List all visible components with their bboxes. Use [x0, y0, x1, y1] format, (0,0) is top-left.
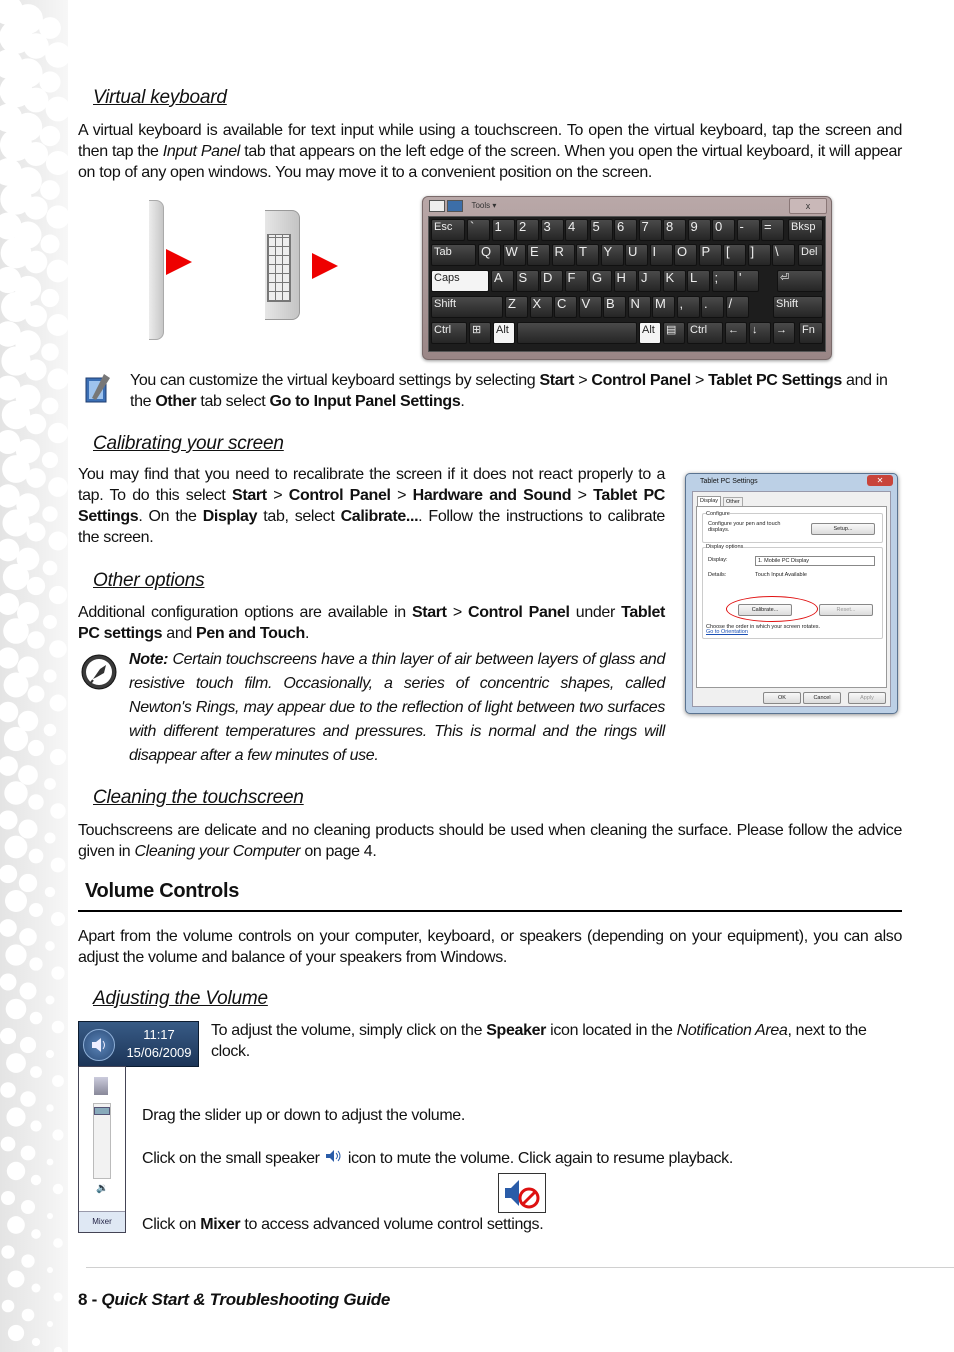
sidebar-dot [48, 423, 68, 443]
sidebar-dot [1, 1245, 14, 1258]
sidebar-dot [26, 522, 45, 541]
keyboard-mode-icon[interactable] [447, 200, 463, 212]
key-row1-12[interactable]: = [761, 219, 784, 241]
sidebar-dot [7, 1216, 25, 1234]
virtual-keyboard-window [422, 196, 832, 360]
sidebar-dot [0, 865, 17, 883]
sidebar-dot [32, 1284, 41, 1293]
sidebar-dot [26, 414, 46, 434]
sidebar-dot [29, 849, 44, 864]
mixer-link[interactable]: Mixer [79, 1211, 125, 1232]
key-row3-10[interactable]: ' [736, 270, 759, 292]
sidebar-dot [42, 452, 58, 468]
clock-time: 11:17 [143, 1027, 175, 1042]
clock-date: 15/06/2009 [126, 1045, 192, 1060]
key-row1-4[interactable]: 4 [565, 219, 588, 241]
tab-other[interactable]: Other [723, 497, 743, 506]
sidebar-dot [24, 88, 49, 113]
key-row4-1[interactable]: X [530, 296, 553, 318]
key-shift-right[interactable]: Shift [773, 296, 823, 318]
sidebar-dot [40, 126, 60, 146]
page-footer: 8 - Quick Start & Troubleshooting Guide [78, 1290, 390, 1309]
key-windows[interactable]: ⊞ [469, 322, 491, 344]
key-esc[interactable]: Esc [431, 219, 465, 241]
key-alt-right[interactable]: Alt [639, 322, 661, 344]
key-row2-4[interactable]: T [576, 244, 599, 266]
sidebar-dot [28, 740, 44, 756]
key-row2-7[interactable]: I [650, 244, 673, 266]
sidebar-dot [32, 1338, 40, 1346]
key-alt-left[interactable]: Alt [493, 322, 515, 344]
paragraph-drag-slider: Drag the slider up or down to adjust the volume. [142, 1107, 465, 1124]
sidebar-dot [30, 1066, 42, 1078]
section-heading-other-options: Other options [93, 570, 205, 591]
key-row2-12[interactable]: \ [772, 244, 795, 266]
sidebar-dot [2, 509, 29, 536]
sidebar-dot-pattern [0, 0, 68, 1352]
display-select[interactable]: 1. Mobile PC Display [755, 556, 875, 566]
sidebar-dot [29, 957, 42, 970]
sidebar-dot [31, 1229, 41, 1239]
sidebar-dot [47, 1159, 54, 1166]
small-speaker-icon [324, 1148, 344, 1170]
sidebar-dot [23, 33, 49, 59]
sidebar-dot [8, 1271, 25, 1288]
sidebar-dot [46, 97, 68, 122]
sidebar-dot [0, 810, 18, 829]
key-caps[interactable]: Caps [431, 270, 489, 292]
paragraph-virtual-keyboard: A virtual keyboard is available for text input while using a touchscreen. To open the virtual keyboard, tap the screen and then tap the Input Panel tab that appears on the left edge of the screen. When you open the virtual keyboard, it will appear on top of any open windows. You may move it to a convenient position on the screen. [78, 122, 902, 181]
sidebar-dot [1, 1191, 15, 1205]
right-arrow-icon [166, 249, 192, 275]
tip-text: You can customize the virtual keyboard settings by selecting Start > Control Panel > Tablet PC Settings and in the Other tab select Go to Input Panel Settings. [130, 372, 888, 410]
sidebar-dot [51, 966, 64, 979]
key-row1-0[interactable]: ` [467, 219, 490, 241]
sidebar-dot [6, 1107, 25, 1126]
key-row3-5[interactable]: H [614, 270, 637, 292]
sidebar-dot [41, 235, 60, 254]
sidebar-dot [50, 695, 67, 712]
display-tab-panel [696, 506, 887, 688]
sidebar-dot [31, 1175, 41, 1185]
key-down-arrow[interactable]: ↓ [749, 322, 771, 344]
sidebar-dot [48, 531, 67, 550]
sidebar-dot [0, 1028, 16, 1044]
section-heading-adjusting-volume: Adjusting the Volume [93, 988, 268, 1009]
key-row2-11[interactable]: ] [748, 244, 771, 266]
key-del[interactable]: Del [798, 244, 823, 266]
key-row3-4[interactable]: G [589, 270, 612, 292]
key-right-arrow[interactable]: → [773, 322, 795, 344]
sidebar-dot [26, 468, 46, 488]
key-enter[interactable]: ⏎ [777, 270, 823, 292]
setup-button[interactable]: Setup... [811, 523, 875, 535]
sidebar-dot [42, 506, 57, 521]
close-icon[interactable]: x [789, 198, 827, 214]
sidebar-dot [29, 903, 43, 917]
paragraph-calibrating: You may find that you need to recalibrate the screen if it does not react properly to a tap. To do this select Start > Control Panel > Hardware and Sound > Tablet PC Settings. On the Display tab, select Calibrate.... Follow the instructions to calibrate the screen. [78, 466, 666, 546]
sidebar-dot [25, 359, 46, 380]
sidebar-dot [44, 724, 57, 737]
key-row2-10[interactable]: [ [723, 244, 746, 266]
sidebar-dot [25, 251, 48, 274]
key-row3-6[interactable]: J [638, 270, 661, 292]
volume-slider-thumb[interactable] [94, 1107, 110, 1115]
sidebar-dot [1, 1137, 16, 1152]
tab-display[interactable]: Display [697, 496, 721, 506]
pen-panel-icon[interactable] [429, 200, 445, 212]
sidebar-dot [54, 1347, 62, 1352]
tip-icon [82, 372, 112, 406]
sidebar-dot [47, 1321, 53, 1327]
sidebar-dot [25, 305, 47, 327]
input-panel-tab-image [149, 200, 163, 338]
sidebar-dot [51, 858, 66, 873]
paragraph-cleaning: Touchscreens are delicate and no cleaning products should be used when cleaning the surface. Please follow the advice given in Cleaning your Computer on page 4. [78, 822, 902, 860]
tablet-pc-settings-dialog [685, 473, 898, 714]
sidebar-dot [18, 819, 37, 838]
heading-rule [78, 910, 902, 912]
key-row1-9[interactable]: 9 [688, 219, 711, 241]
sidebar-dot [20, 1037, 36, 1053]
sidebar-dot [50, 749, 66, 765]
tools-menu[interactable]: Tools [471, 201, 491, 211]
sidebar-dot [46, 151, 68, 175]
sidebar-dot [21, 1254, 34, 1267]
display-options-label: Display options [706, 544, 744, 550]
note-pin-icon [80, 653, 118, 691]
key-row2-5[interactable]: Y [601, 244, 624, 266]
sidebar-dot [46, 1050, 54, 1058]
sidebar-dot [46, 1104, 53, 1111]
key-left-arrow[interactable]: ← [725, 322, 747, 344]
sidebar-dot [47, 314, 68, 336]
sidebar-dot [18, 765, 38, 785]
sidebar-dot [2, 1300, 15, 1313]
dialog-body [692, 491, 891, 707]
apply-button[interactable]: Apply [848, 692, 886, 704]
key-row3-8[interactable]: L [687, 270, 710, 292]
sidebar-dot [7, 1162, 25, 1180]
device-icon [94, 1077, 108, 1095]
right-arrow-icon [312, 253, 338, 279]
sidebar-dot [0, 1082, 15, 1097]
key-row3-1[interactable]: S [516, 270, 539, 292]
sidebar-dot [47, 1267, 53, 1273]
close-icon[interactable]: ✕ [867, 475, 893, 486]
keyboard-keys [428, 216, 826, 352]
key-row1-8[interactable]: 8 [663, 219, 686, 241]
details-label: Details: [708, 572, 727, 578]
keyboard-icon [267, 234, 291, 302]
dialog-title: Tablet PC Settings [700, 478, 758, 485]
decorative-sidebar [0, 0, 68, 1352]
notification-area-clock-image [78, 1021, 199, 1067]
section-heading-calibrating: Calibrating your screen [93, 433, 284, 454]
sidebar-dot [44, 778, 56, 790]
orientation-link[interactable]: Go to Orientation [706, 629, 748, 635]
key-row3-0[interactable]: A [491, 270, 514, 292]
volume-slider-panel-image [78, 1066, 126, 1233]
key-row4-4[interactable]: B [603, 296, 626, 318]
sidebar-dot [3, 564, 29, 590]
sidebar-dot [50, 803, 65, 818]
key-row1-11[interactable]: - [737, 219, 760, 241]
input-panel-tab-expanded-image [265, 210, 299, 318]
key-shift-left[interactable]: Shift [431, 296, 503, 318]
sidebar-dot [0, 919, 17, 937]
paragraph-mixer: Click on Mixer to access advanced volume control settings. [142, 1216, 544, 1233]
key-row2-8[interactable]: O [674, 244, 697, 266]
highlight-circle [726, 596, 818, 622]
sidebar-dot [49, 640, 67, 658]
sidebar-dot [2, 455, 30, 483]
sidebar-dot [47, 260, 68, 283]
sidebar-dot [45, 887, 55, 897]
sidebar-dot [30, 1120, 41, 1131]
key-row4-3[interactable]: V [579, 296, 602, 318]
sidebar-dot [19, 928, 37, 946]
sidebar-dot [42, 398, 59, 415]
sidebar-dot [20, 1091, 35, 1106]
sidebar-dot [49, 586, 67, 604]
sidebar-dot [48, 477, 68, 497]
details-value: Touch Input Available [755, 572, 807, 578]
sidebar-dot [6, 999, 27, 1020]
orientation-text: Choose the order in which your screen rotates. [706, 624, 821, 630]
sidebar-dot [5, 836, 28, 859]
key-row1-6[interactable]: 6 [614, 219, 637, 241]
key-tab[interactable]: Tab [431, 244, 476, 266]
muted-speaker-icon [498, 1173, 546, 1213]
key-row2-0[interactable]: Q [478, 244, 501, 266]
sidebar-dot [0, 593, 19, 615]
cancel-button[interactable]: Cancel [803, 692, 841, 704]
sidebar-dot [51, 912, 65, 926]
sidebar-dot [52, 1129, 63, 1140]
sidebar-dot [5, 890, 27, 912]
sidebar-dot [27, 631, 45, 649]
key-ctrl-right[interactable]: Ctrl [687, 322, 723, 344]
sidebar-dot [4, 673, 29, 698]
sidebar-dot [46, 996, 55, 1005]
key-row3-2[interactable]: D [540, 270, 563, 292]
key-row4-5[interactable]: N [628, 296, 651, 318]
sidebar-dot [24, 196, 47, 219]
key-ctrl-left[interactable]: Ctrl [431, 322, 467, 344]
key-row1-7[interactable]: 7 [639, 219, 662, 241]
paragraph-speaker-icon: To adjust the volume, simply click on the Speaker icon located in the Notification Area, next to the clock. [211, 1022, 867, 1060]
section-heading-volume-controls: Volume Controls [85, 880, 240, 902]
sidebar-dot [41, 343, 59, 361]
speaker-icon[interactable] [83, 1029, 115, 1061]
key-row4-0[interactable]: Z [505, 296, 528, 318]
configure-text-2: displays. [708, 527, 730, 533]
sidebar-dot [53, 1238, 63, 1248]
key-row4-6[interactable]: M [652, 296, 675, 318]
sidebar-dot [43, 561, 58, 576]
sidebar-dot [19, 874, 37, 892]
paragraph-mute: Click on the small speaker icon to mute the volume. Click again to resume playback. [142, 1148, 862, 1170]
key-row4-7[interactable]: , [677, 296, 700, 318]
key-row1-1[interactable]: 1 [492, 219, 515, 241]
key-bksp[interactable]: Bksp [788, 219, 823, 241]
key-row4-9[interactable]: / [726, 296, 749, 318]
section-heading-cleaning: Cleaning the touchscreen [93, 787, 304, 808]
key-row2-1[interactable]: W [503, 244, 526, 266]
key-menu[interactable]: ▤ [663, 322, 685, 344]
sidebar-dot [28, 794, 43, 809]
key-fn[interactable]: Fn [799, 322, 823, 344]
sidebar-dot [46, 205, 68, 228]
sidebar-dot [43, 669, 56, 682]
sidebar-dot [6, 1053, 26, 1073]
key-row3-3[interactable]: F [565, 270, 588, 292]
sidebar-dot [45, 941, 55, 951]
sidebar-dot [41, 289, 59, 307]
sidebar-dot [39, 71, 60, 92]
reset-button[interactable]: Reset... [819, 604, 873, 616]
sidebar-dot [21, 1146, 36, 1161]
key-row4-8[interactable]: . [701, 296, 724, 318]
ok-button[interactable]: OK [763, 692, 801, 704]
sidebar-dot [0, 647, 19, 668]
sidebar-dot [0, 539, 19, 562]
sidebar-dot [0, 702, 18, 723]
sidebar-dot [47, 1213, 53, 1219]
key-row1-3[interactable]: 3 [541, 219, 564, 241]
sidebar-dot [0, 756, 18, 776]
key-row2-6[interactable]: U [625, 244, 648, 266]
sidebar-dot [4, 781, 27, 804]
sidebar-dot [20, 983, 37, 1000]
sidebar-dot [54, 1293, 63, 1302]
sidebar-dot [0, 974, 16, 991]
keyboard-toolbar: Tools ▾ [429, 200, 496, 214]
key-row2-9[interactable]: P [699, 244, 722, 266]
key-row1-10[interactable]: 0 [712, 219, 735, 241]
key-space[interactable] [517, 322, 637, 344]
sidebar-dot [30, 1012, 43, 1025]
sidebar-dot [27, 577, 45, 595]
sidebar-dot [47, 368, 68, 389]
key-row4-2[interactable]: C [554, 296, 577, 318]
sidebar-dot [3, 618, 29, 644]
sidebar-dot [4, 727, 28, 751]
sidebar-dot [8, 1325, 24, 1341]
sidebar-dot [52, 1021, 65, 1034]
sidebar-dot [5, 944, 26, 965]
sidebar-dot [22, 1309, 35, 1322]
sidebar-dot [28, 686, 45, 703]
paragraph-volume: Apart from the volume controls on your computer, keyboard, or speakers (depending on your equipment), you can also adjust the volume and balance of your speakers from Windows. [78, 928, 902, 966]
paragraph-other-options: Additional configuration options are available in Start > Control Panel under Tablet PC settings and Pen and Touch. [78, 604, 665, 642]
display-label: Display: [708, 557, 728, 563]
note-text: Note: Certain touchscreens have a thin layer of air between layers of glass and resistive touch film. Occasionally, a series of concentric shapes, called Newton's Rings, may appear due to the reflection of light between two surfaces with different temperatures and pressures. This is normal and the rings will disappear after a few minutes of use. [129, 651, 665, 764]
key-row2-2[interactable]: E [527, 244, 550, 266]
configure-text: Configure your pen and touch [708, 521, 781, 527]
footer-rule [86, 1267, 954, 1268]
sidebar-dot [52, 1075, 64, 1087]
sidebar-dot [53, 1184, 63, 1194]
sidebar-dot [21, 1200, 35, 1214]
calibrate-button[interactable]: Calibrate... [738, 604, 792, 616]
sidebar-dot [40, 180, 60, 200]
sidebar-dot [43, 615, 57, 629]
sidebar-dot [44, 832, 55, 843]
key-row1-5[interactable]: 5 [590, 219, 613, 241]
key-row1-2[interactable]: 2 [516, 219, 539, 241]
sidebar-dot [24, 142, 48, 166]
key-row3-7[interactable]: K [663, 270, 686, 292]
section-heading-virtual-keyboard: Virtual keyboard [93, 87, 227, 108]
key-row2-3[interactable]: R [552, 244, 575, 266]
key-row3-9[interactable]: ; [712, 270, 735, 292]
configure-label: Configure [706, 511, 730, 517]
mute-speaker-icon[interactable]: 🔉 [96, 1183, 109, 1194]
